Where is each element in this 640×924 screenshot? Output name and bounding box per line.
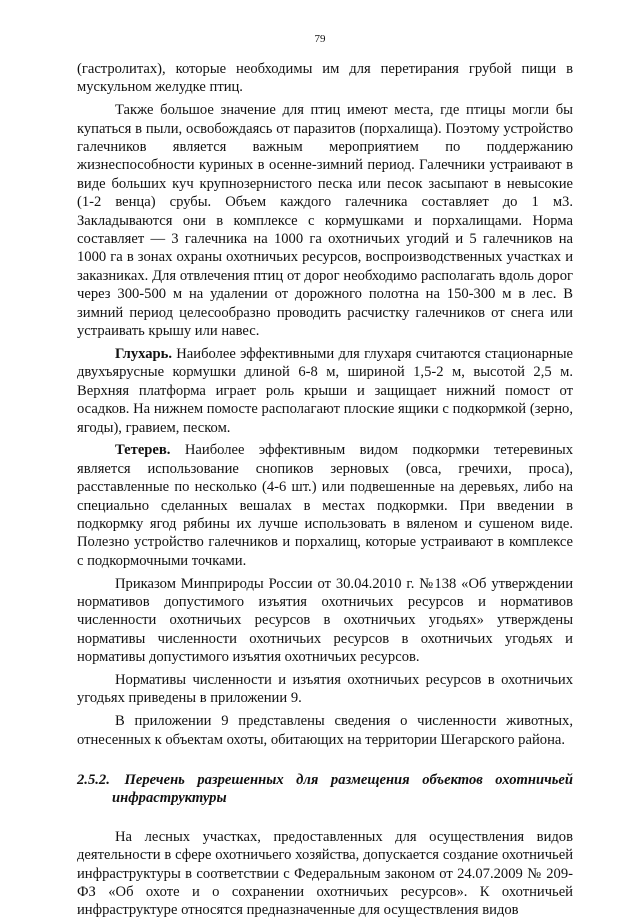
section-number: 2.5.2. xyxy=(77,771,110,788)
paragraph-infrastructure: На лесных участках, предоставленных для осуществления видов деятельности в сфере охотничьего хозяйства, допускается создание охотничьей инфраструктуры в соответствии с Федеральным законом от 24.07.2009 № 209-ФЗ «Об охоте и о сохранении охотничьих ресурсов». К охотничьей инфраструктуре относятся предназначенные для осуществления видов xyxy=(77,828,573,919)
paragraph-norms: Нормативы численности и изъятия охотничьих ресурсов в охотничьих угодьях приведены в приложении 9. xyxy=(77,671,573,707)
capercaillie-text: Наиболее эффективными для глухаря считаются стационарные двухъярусные кормушки длиной 6-8 м, шириной 1,5-2 м, высотой 2,5 м. Верхняя платформа играет роль крыши и защищает нижний помост от осадков. На нижнем помосте располагают плоские ящики с подкормкой (зерно, ягоды), гравием, песком. xyxy=(77,345,573,436)
paragraph-appendix: В приложении 9 представлены сведения о численности животных, отнесенных к объектам охоты, обитающих на территории Шегарского района. xyxy=(77,713,573,748)
section-heading xyxy=(77,771,573,808)
document-body xyxy=(77,60,573,924)
paragraph-gravel-pits: Также большое значение для птиц имеют места, где птицы могли бы купаться в пыли, освобождаясь от паразитов (порхалища). Поэтому устройство галечников является важным мероприятием по поддержанию жизнеспособности куриных в осенне-зимний период. Галечники устраивают в виде больших куч крупнозернистого песка или песок засыпают в невысокие (1-2 венца) срубы. Объем каждого галечника составляет до 1 м3. Закладываются они в комплексе с кормушками и порхалищами. Норма составляет — 3 галечника на 1000 га охотничьих угодий и 5 галечников на 1000 га в зонах охраны охотничьих ресурсов, воспроизводственных участках и заказниках. Для отвлечения птиц от дорог необходимо располагать вдоль дорог через 300-500 м на удалении от дорожного полотна на 150-300 м в лес. В зимний период целесообразно проводить расчистку галечников от снега или устраивать крышу или навес. xyxy=(77,102,573,340)
page-number: 79 xyxy=(314,33,326,45)
paragraph-capercaillie xyxy=(77,345,573,437)
paragraph-gastrolith: (гастролитах), которые необходимы им для перетирания грубой пищи в мускульном желудке птиц. xyxy=(77,61,573,96)
section-title: Перечень разрешенных для размещения объектов охотничьей инфраструктуры xyxy=(112,771,573,807)
paragraph-black-grouse xyxy=(77,441,573,570)
capercaillie-lead: Глухарь. xyxy=(115,345,173,362)
black-grouse-lead: Тетерев. xyxy=(115,442,171,459)
paragraph-order: Приказом Минприроды России от 30.04.2010 г. №138 «Об утверждении нормативов допустимого изъятия охотничьих ресурсов и нормативов численности охотничьих ресурсов в охотничьих угодьях» утверждены нормативы численности охотничьих ресурсов в охотничьих угодьях и нормативы допустимого изъятия охотничьих ресурсов. xyxy=(77,575,573,666)
black-grouse-text: Наиболее эффективным видом подкормки тетеревиных является использование снопиков зерновых (овса, гречихи, проса), расставленные по несколько (4-6 шт.) или подвешенные на деревьях, либо на специально сделанных вешалах в местах подкормки. При введении в подкормку ягод рябины их лучше использовать в вяленом и сушеном виде. Полезно устройство галечников и порхалищ, которые устраивают в комплексе с подкормочными точками. xyxy=(77,442,573,569)
